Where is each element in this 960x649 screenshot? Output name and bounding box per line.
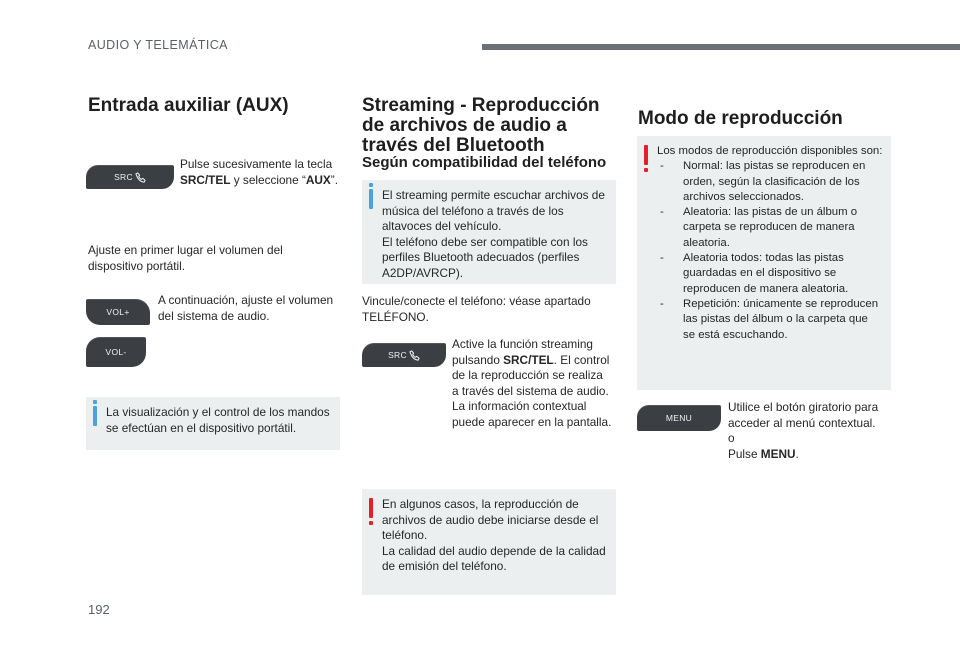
aux-adjust-first: Ajuste en primer lugar el volumen del dispositivo portátil. [88,243,283,273]
vol-down-key [86,337,146,367]
phone-icon [409,350,420,361]
streaming-info-box [362,180,616,284]
list-item: - Aleatoria: las pistas de un álbum o carpeta se reproducen de manera aleatoria. [657,205,883,251]
playback-modes-list [657,159,883,343]
streaming-activate-text: Active la función streaming pulsando SRC/TEL. El control de la reproducción se realiza a través del sistema de audio. La información contextual puede aparecer en la pantalla. [452,337,612,429]
playback-modes-text: Los modos de reproducción disponibles son: - Normal: las pistas se reproducen en orden, según la clasificación de los archivos seleccionados. - Aleatoria: las pistas de un álbum o carpeta se reproducen de manera aleatoria. - Aleatoria todos: todas las pistas guardadas en el dispositivo se reproducen de manera aleatoria. - Repetición: únicamente se reproducen las pistas del álbum o la carpeta que se está escuchando. [657,144,883,343]
vol-down-label: VOL- [105,347,127,357]
aux-info-box [86,397,340,450]
page-number: 192 [88,602,110,617]
src-key-label: SRC [114,172,133,182]
header-bar [482,44,960,50]
streaming-title: Streaming - Reproducción de archivos de audio a través del Bluetooth [362,95,600,156]
streaming-warning-text: En algunos casos, la reproducción de archivos de audio debe iniciarse desde el teléfono. La calidad del audio depende de la calidad de emisión del teléfono. [382,497,606,573]
menu-instruction: Utilice el botón giratorio para acceder al menú contextual. o Pulse MENU. [728,400,879,461]
streaming-info-text: El streaming permite escuchar archivos de música del teléfono a través de los altavoces del vehículo. El teléfono debe ser compatible con los perfiles Bluetooth adecuados (perfiles A2DP/AVRCP). [382,188,605,280]
warning-icon [369,498,373,518]
src-tel-key [86,165,174,189]
list-item: - Normal: las pistas se reproducen en orden, según la clasificación de los archivos seleccionados. [657,159,883,205]
src-key-label: SRC [388,350,407,360]
menu-key [637,405,721,431]
src-tel-key-streaming [362,343,446,367]
streaming-link-text: Vincule/conecte el teléfono: véase apartado TELÉFONO. [362,294,591,324]
playback-mode-title: Modo de reproducción [638,108,843,129]
vol-up-key [86,299,150,325]
list-item: - Aleatoria todos: todas las pistas guardadas en el dispositivo se reproducen de manera aleatoria. [657,251,883,297]
aux-adjust-system: A continuación, ajuste el volumen del sistema de audio. [158,293,334,323]
streaming-warning-box [362,489,616,595]
section-header-title: AUDIO Y TELEMÁTICA [88,38,228,52]
warning-icon [644,145,648,165]
menu-key-label: MENU [665,413,693,423]
aux-info-text: La visualización y el control de los mandos se efectúan en el dispositivo portátil. [106,405,330,435]
list-item: - Repetición: únicamente se reproducen las pistas del álbum o la carpeta que se está escuchando. [657,297,883,343]
playback-modes-box [637,136,891,390]
info-icon [369,189,373,209]
streaming-subtitle: Según compatibilidad del teléfono [362,154,607,171]
aux-title: Entrada auxiliar (AUX) [88,95,289,116]
vol-up-label: VOL+ [106,307,130,317]
info-icon [93,406,97,426]
aux-press-instruction: Pulse sucesivamente la tecla SRC/TEL y seleccione “AUX”. [180,157,339,187]
phone-icon [135,172,146,183]
